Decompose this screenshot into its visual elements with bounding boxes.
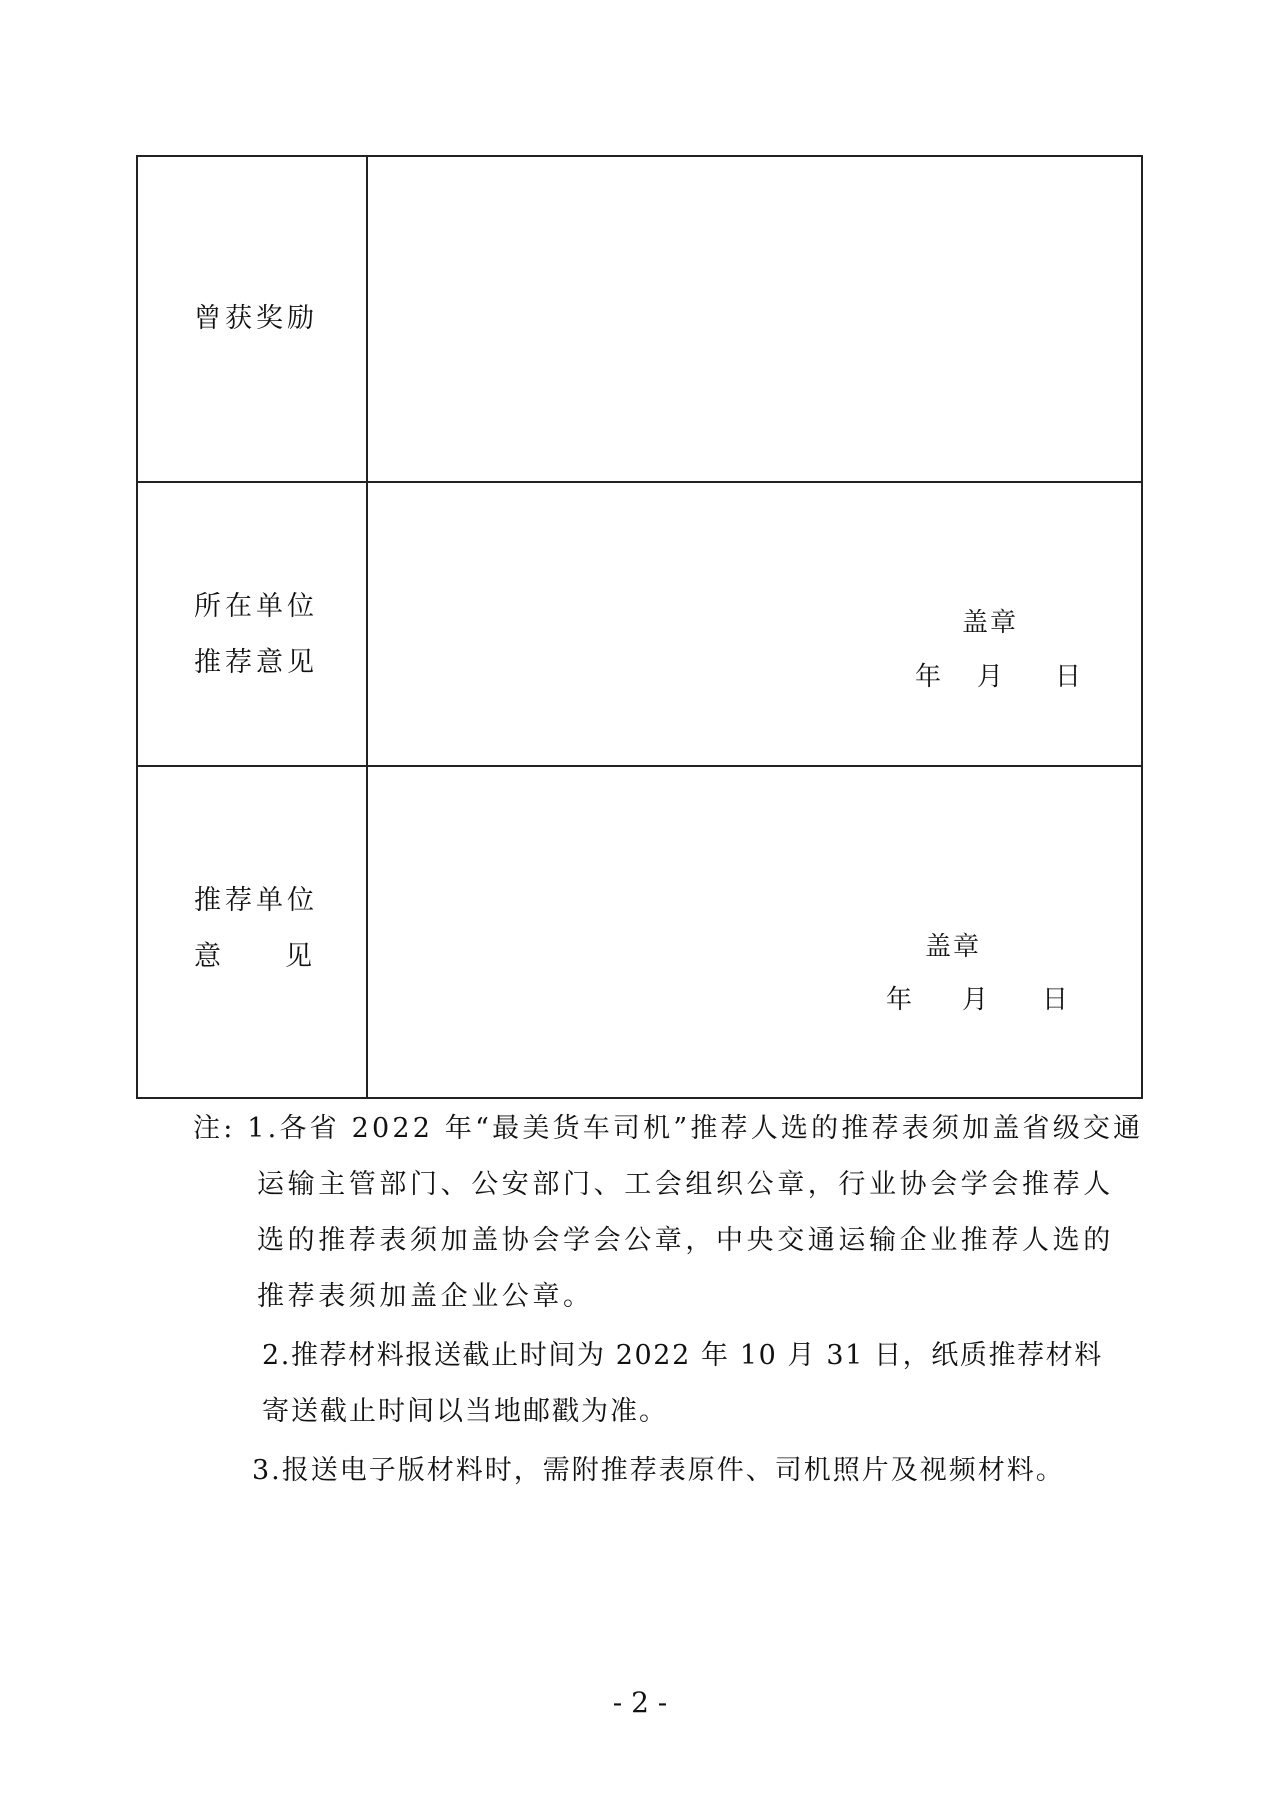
seal-label: 盖章	[962, 608, 1019, 638]
unit-opinion-content-field[interactable]	[368, 483, 1141, 765]
month-label: 月	[977, 662, 1004, 692]
label-awards: 曾获奖励	[194, 303, 318, 334]
note-2-line-1: 2.推荐材料报送截止时间为 2022 年 10 月 31 日，纸质推荐材料	[262, 1340, 1103, 1371]
note-3-line-1: 3.报送电子版材料时，需附推荐表原件、司机照片及视频材料。	[252, 1455, 1065, 1486]
label-recommender-line1: 推荐单位	[194, 885, 318, 916]
note-1-line-3: 选的推荐表须加盖协会学会公章，中央交通运输企业推荐人选的	[257, 1225, 1114, 1256]
seal-label: 盖章	[925, 932, 982, 962]
month-label: 月	[962, 985, 989, 1015]
label-unit-line2: 推荐意见	[194, 647, 318, 678]
year-label: 年	[915, 662, 942, 692]
date-line	[915, 664, 1081, 690]
year-label: 年	[886, 985, 913, 1015]
note-2-line-2: 寄送截止时间以当地邮戳为准。	[262, 1396, 668, 1427]
day-label: 日	[1055, 662, 1082, 692]
label-recommender-line2	[194, 943, 312, 970]
row-unit-opinion	[138, 483, 1141, 767]
row-recommender-opinion	[138, 767, 1141, 1099]
label-cell-awards	[138, 157, 368, 481]
page-number: - 2 -	[612, 1686, 668, 1719]
label-char-yi: 意	[194, 941, 221, 972]
row-awards	[138, 157, 1141, 483]
day-label: 日	[1042, 985, 1069, 1015]
recommendation-form-table	[136, 155, 1143, 1099]
note-1-line-1: 注: 1.各省 2022 年“最美货车司机”推荐人选的推荐表须加盖省级交通	[193, 1113, 1144, 1144]
label-unit-line1: 所在单位	[194, 591, 318, 622]
awards-content-field[interactable]	[368, 157, 1141, 481]
label-cell-recommender-opinion	[138, 767, 368, 1099]
note-1-line-4: 推荐表须加盖企业公章。	[257, 1281, 594, 1312]
recommender-opinion-content-field[interactable]	[368, 767, 1141, 1099]
date-line	[886, 987, 1068, 1013]
note-1-line-2: 运输主管部门、公安部门、工会组织公章，行业协会学会推荐人	[257, 1169, 1114, 1200]
label-char-jian: 见	[285, 941, 312, 972]
label-cell-unit-opinion	[138, 483, 368, 765]
